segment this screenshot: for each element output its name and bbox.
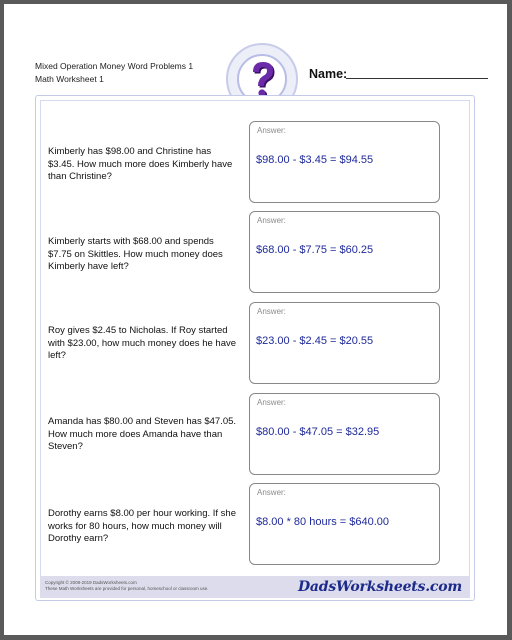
problem-row [40,483,440,574]
problem-question: Amanda has $80.00 and Steven has $47.05. How much more does Amanda have than Steven? [48,416,237,452]
problem-question: Kimberly starts with $68.00 and spends $7.75 on Skittles. How much money does Kimberly have left? [48,236,223,272]
name-field[interactable] [346,78,488,79]
answer-box[interactable] [249,483,440,565]
copyright-text: Copyright © 2008-2019 DadsWorksheets.com [45,580,137,585]
answer-value: $68.00 - $7.75 = $60.25 [256,244,374,256]
problem-question: Dorothy earns $8.00 per hour working. If she works for 80 hours, how much money will Dorothy earn? [48,508,236,544]
problem-row [40,393,440,484]
answer-box[interactable] [249,211,440,293]
problem-question: Kimberly has $98.00 and Christine has $3.45. How much more does Kimberly have than Christine? [48,146,233,182]
answer-value: $98.00 - $3.45 = $94.55 [256,154,374,166]
answer-value: $23.00 - $2.45 = $20.55 [256,335,374,347]
name-label: Name: [309,67,348,81]
site-logo[interactable]: DadsWorksheets.com [297,579,462,595]
answer-value: $80.00 - $47.05 = $32.95 [256,426,380,438]
answer-label: Answer: [257,216,286,225]
answer-box[interactable] [249,121,440,203]
problem-row [40,121,440,212]
answer-label: Answer: [257,488,286,497]
answer-label: Answer: [257,398,286,407]
title-line-1: Mixed Operation Money Word Problems 1 [35,61,194,71]
problem-row [40,211,440,302]
problem-row [40,302,440,393]
footer-text [45,580,209,592]
footer-bar [40,576,470,598]
answer-box[interactable] [249,302,440,384]
usage-notice: These Math Worksheets are provided for personal, homeschool or classroom use. [45,586,209,591]
answer-label: Answer: [257,126,286,135]
problem-question: Roy gives $2.45 to Nicholas. If Roy started with $23.00, how much money does he have left? [48,325,237,361]
answer-box[interactable] [249,393,440,475]
title-line-2: Math Worksheet 1 [35,74,104,84]
worksheet-title [35,60,193,86]
answer-label: Answer: [257,307,286,316]
answer-value: $8.00 * 80 hours = $640.00 [256,516,390,528]
